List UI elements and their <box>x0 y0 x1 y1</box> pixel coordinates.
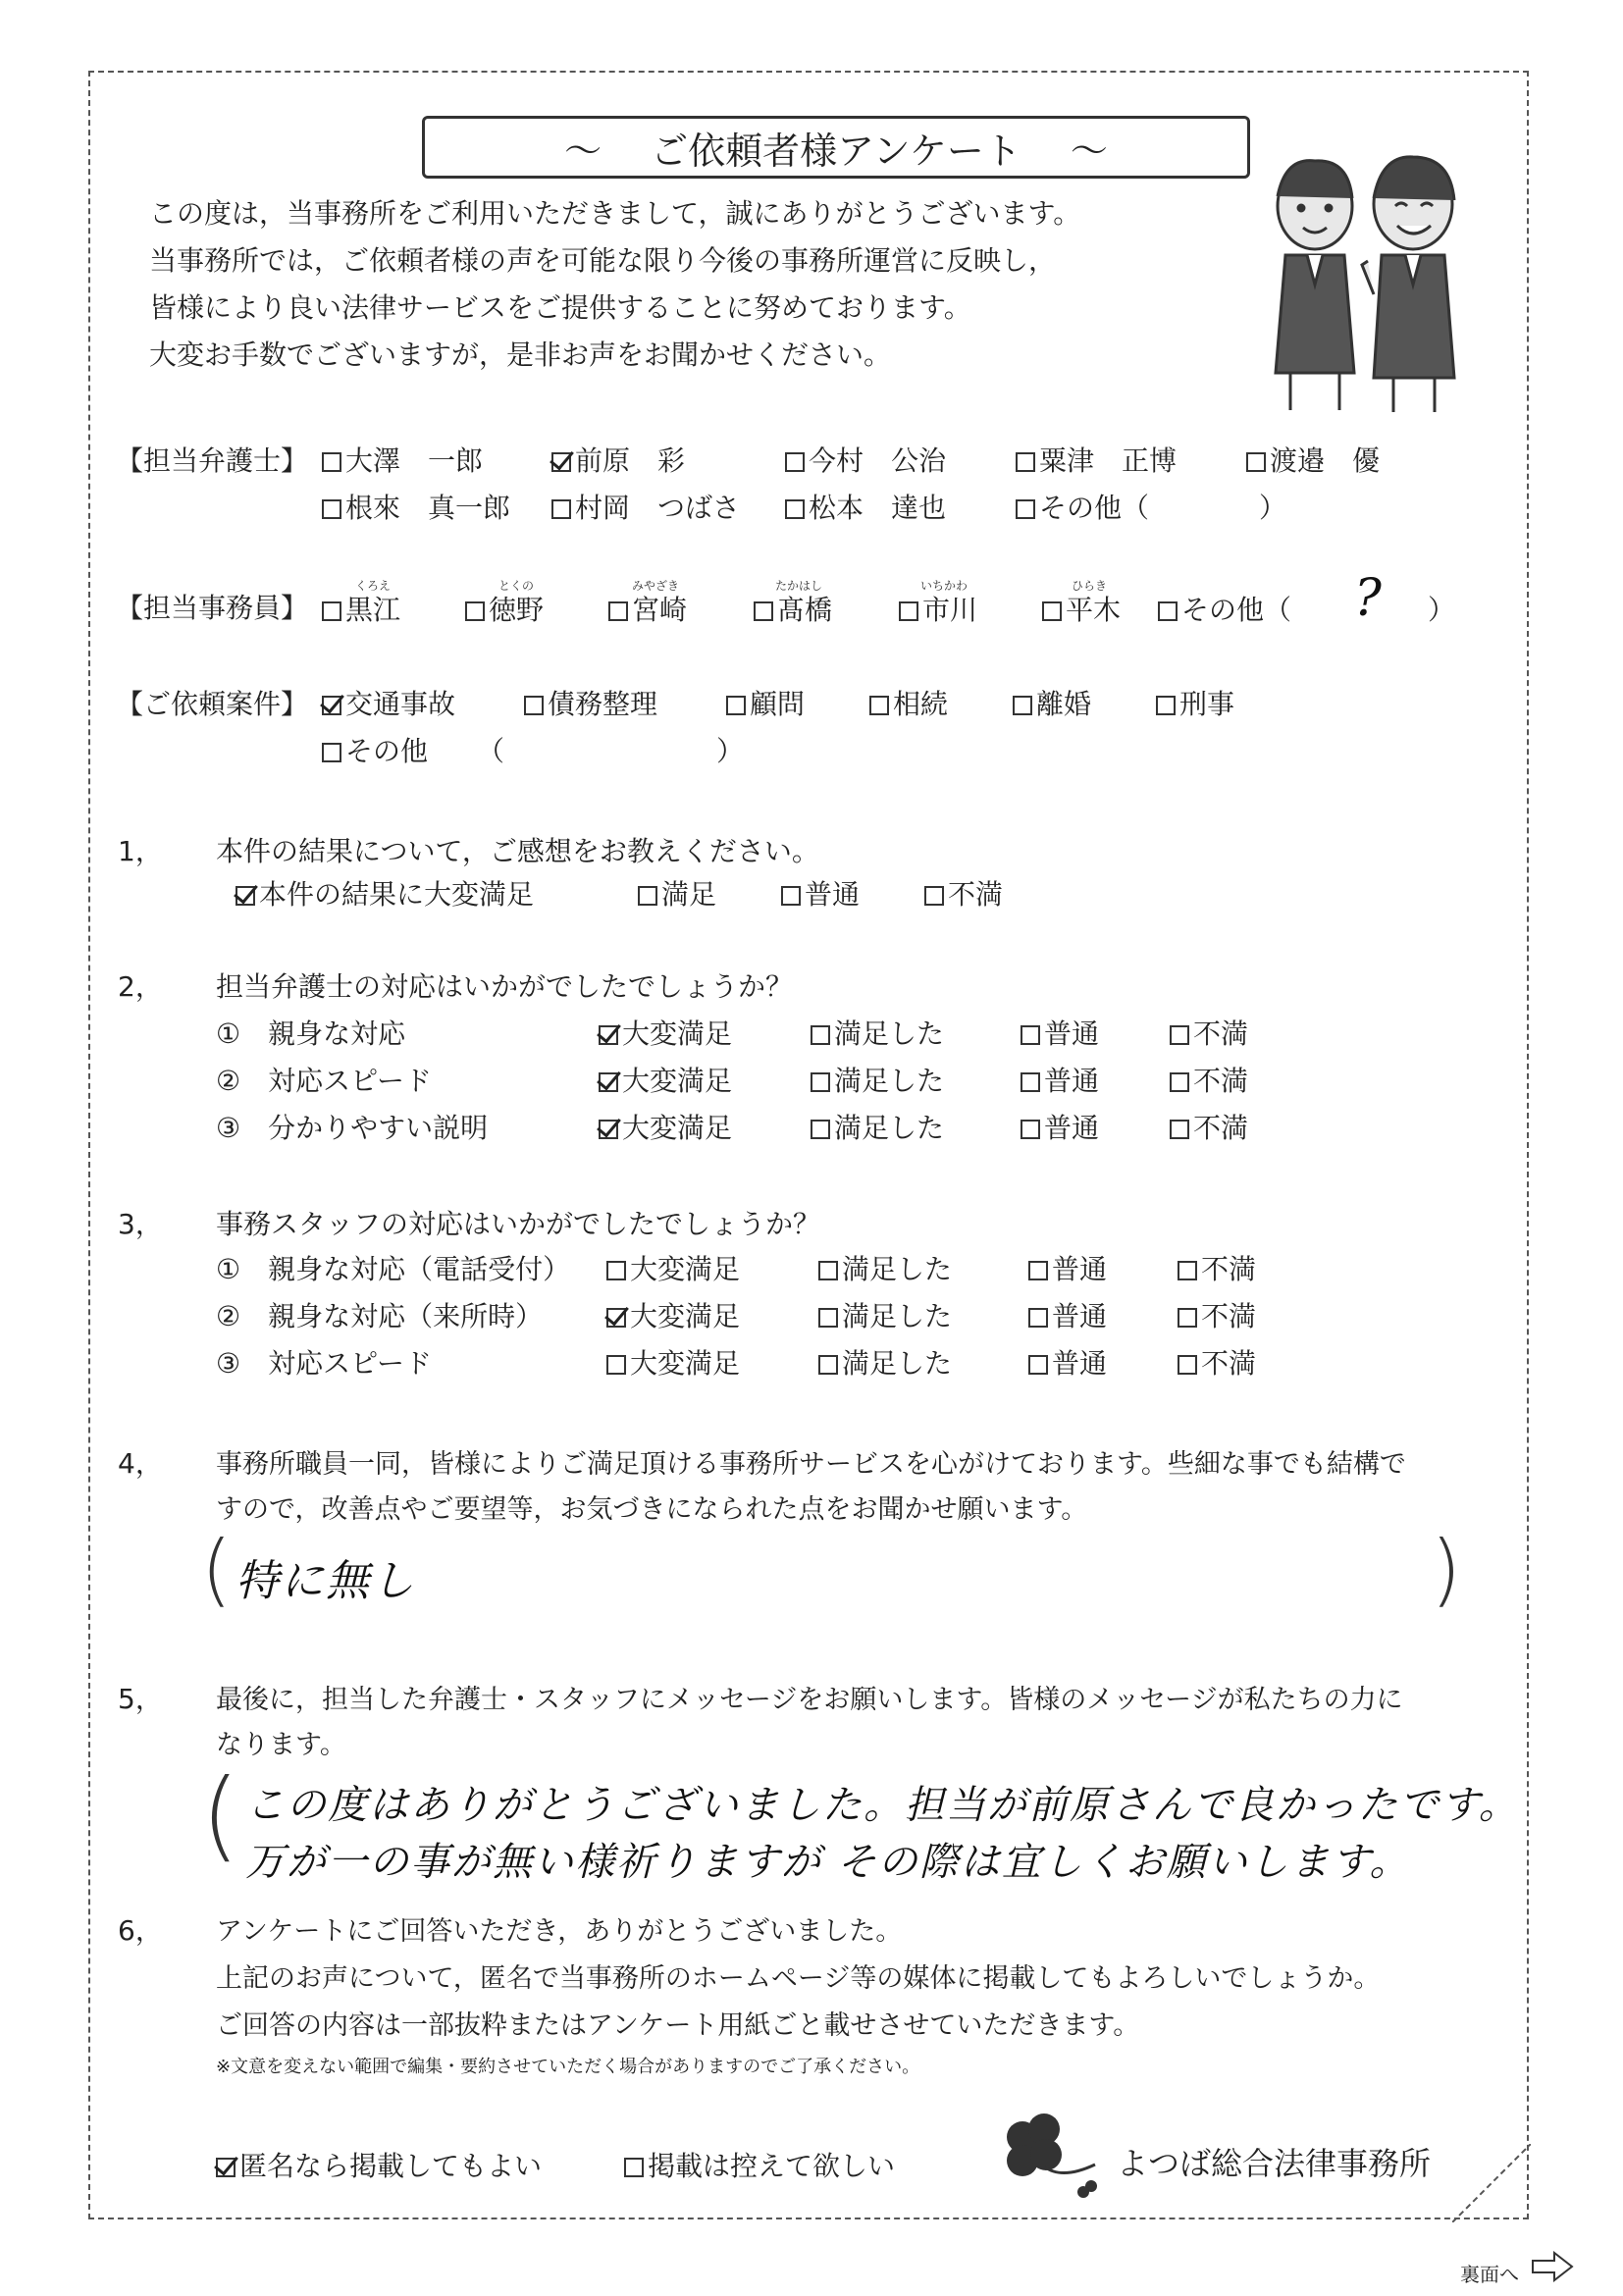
checkbox[interactable] <box>322 743 341 762</box>
checkbox[interactable] <box>322 452 341 472</box>
checkbox[interactable] <box>818 1308 838 1328</box>
checkbox[interactable] <box>1178 1308 1197 1328</box>
staff-other-handwritten: ? <box>1354 569 1384 628</box>
lawyer-label: 【担当弁護士】 <box>116 444 309 477</box>
lawyer-option-5[interactable]: 渡邉 優 <box>1246 440 1380 479</box>
staff-option-4[interactable]: 髙橋 <box>754 589 832 628</box>
q6-number: 6， <box>118 1914 163 1947</box>
checkbox[interactable] <box>726 696 746 715</box>
lawyer-option-8[interactable]: 松本 達也 <box>785 487 946 526</box>
q2-r1-opt-2[interactable]: 満足した <box>811 1013 944 1052</box>
intro-line-3: 皆様により良い法律サービスをご提供することに努めております。 <box>149 291 971 324</box>
arrow-right-icon[interactable] <box>1531 2251 1574 2282</box>
title-tilde-left: ～ <box>564 129 602 173</box>
checkbox[interactable] <box>624 2158 644 2177</box>
checkbox[interactable] <box>1016 452 1035 472</box>
staff-option-5[interactable]: 市川 <box>899 589 977 628</box>
q3-number: 3， <box>118 1208 163 1240</box>
case-option-2[interactable]: 債務整理 <box>524 683 657 722</box>
q3-question: 事務スタッフの対応はいかがでしたでしょうか？ <box>216 1208 821 1240</box>
checkbox[interactable] <box>1158 601 1178 621</box>
staff-ruby-2: とくの <box>498 579 535 593</box>
lawyer-option-other[interactable]: その他（ ） <box>1016 487 1286 526</box>
checkbox[interactable] <box>1246 452 1266 472</box>
checkbox[interactable] <box>869 696 889 715</box>
q2-r2-opt-2[interactable]: 満足した <box>811 1060 944 1099</box>
q6-note: ※文意を変えない範囲で編集・要約させていただく場合がありますのでご了承ください。 <box>216 2057 920 2077</box>
q1-option-1[interactable]: 本件の結果に大変満足 <box>236 873 534 913</box>
staff-option-6[interactable]: 平木 <box>1042 589 1121 628</box>
checkbox[interactable] <box>1028 1308 1048 1328</box>
q4-line-2: すので，改善点やご要望等，お気づきになられた点をお聞かせ願います。 <box>216 1494 1088 1525</box>
lawyer-option-7[interactable]: 村岡 つばさ <box>551 487 740 526</box>
q1-option-3[interactable]: 普通 <box>781 873 860 913</box>
q2-r2-opt-1[interactable]: 大変満足 <box>599 1060 732 1099</box>
q4-number: 4， <box>118 1447 163 1480</box>
checkbox[interactable] <box>1021 1072 1040 1092</box>
checkbox[interactable] <box>811 1120 830 1139</box>
case-option-5[interactable]: 離婚 <box>1013 683 1091 722</box>
q3-row-1-label: ① 親身な対応（電話受付） <box>216 1253 571 1285</box>
lawyer-option-1[interactable]: 大澤 一郎 <box>322 440 483 479</box>
q1-question: 本件の結果について，ご感想をお教えください。 <box>216 835 819 867</box>
q2-r2-opt-4[interactable]: 不満 <box>1170 1060 1248 1099</box>
checkbox[interactable] <box>818 1261 838 1280</box>
checkbox[interactable] <box>1170 1120 1189 1139</box>
q2-question: 担当弁護士の対応はいかがでしたでしょうか？ <box>216 970 794 1003</box>
checkbox-checked[interactable] <box>322 696 341 715</box>
checkbox[interactable] <box>781 886 801 906</box>
q6-line-2: 上記のお声について，匿名で当事務所のホームページ等の媒体に掲載してもよろしいでしょうか。 <box>216 1963 1381 1994</box>
checkbox[interactable] <box>1170 1072 1189 1092</box>
case-option-6[interactable]: 刑事 <box>1156 683 1234 722</box>
case-other-open: （ <box>477 735 505 767</box>
checkbox[interactable] <box>924 886 944 906</box>
staff-ruby-3: みやざき <box>632 579 680 593</box>
q3-r3-opt-3[interactable]: 普通 <box>1028 1342 1107 1382</box>
q5-answer-line-1[interactable]: この度はありがとうございました。担当が前原さんで良かったです。 <box>245 1783 1520 1828</box>
q2-r3-opt-2[interactable]: 満足した <box>811 1107 944 1146</box>
q4-bracket-left: ( <box>201 1524 233 1615</box>
checkbox[interactable] <box>524 696 544 715</box>
lawyer-option-2[interactable]: 前原 彩 <box>551 440 685 479</box>
q2-r1-opt-4[interactable]: 不満 <box>1170 1013 1248 1052</box>
checkbox[interactable] <box>551 499 571 519</box>
checkbox-checked[interactable] <box>551 452 571 472</box>
checkbox[interactable] <box>899 601 918 621</box>
checkbox[interactable] <box>608 601 628 621</box>
q3-r3-opt-1[interactable]: 大変満足 <box>606 1342 740 1382</box>
staff-ruby-1: くろえ <box>355 579 392 593</box>
q2-r1-opt-3[interactable]: 普通 <box>1021 1013 1099 1052</box>
case-label: 【ご依頼案件】 <box>116 688 309 720</box>
checkbox-checked[interactable] <box>236 886 255 906</box>
staff-ruby-6: ひらき <box>1072 579 1108 593</box>
page-fold-corner <box>1452 2144 1531 2222</box>
checkbox-checked[interactable] <box>606 1308 626 1328</box>
q4-bracket-right: ) <box>1431 1524 1462 1615</box>
staff-label: 【担当事務員】 <box>116 592 309 624</box>
case-option-3[interactable]: 顧問 <box>726 683 805 722</box>
case-option-other[interactable]: その他 <box>322 730 428 769</box>
q3-r1-opt-1[interactable]: 大変満足 <box>606 1248 740 1287</box>
checkbox[interactable] <box>322 499 341 519</box>
q3-r2-opt-4[interactable]: 不満 <box>1178 1295 1256 1334</box>
q3-r3-opt-2[interactable]: 満足した <box>818 1342 952 1382</box>
q5-line-1: 最後に，担当した弁護士・スタッフにメッセージをお願いします。皆様のメッセージが私たちの力に <box>216 1685 1403 1715</box>
title-text: ご依頼者様アンケート <box>651 129 1021 173</box>
q3-r1-opt-3[interactable]: 普通 <box>1028 1248 1107 1287</box>
q3-r1-opt-2[interactable]: 満足した <box>818 1248 952 1287</box>
checkbox[interactable] <box>811 1025 830 1045</box>
checkbox[interactable] <box>1013 696 1032 715</box>
q1-number: 1， <box>118 835 163 867</box>
staff-option-other[interactable]: その他（ <box>1158 589 1291 628</box>
checkbox-checked[interactable] <box>599 1072 618 1092</box>
checkbox[interactable] <box>1042 601 1062 621</box>
case-option-4[interactable]: 相続 <box>869 683 948 722</box>
staff-option-1[interactable]: 黒江 <box>322 589 400 628</box>
intro-line-1: この度は，当事務所をご利用いただきまして，誠にありがとうございます。 <box>149 197 1081 230</box>
staff-ruby-5: いちかわ <box>920 579 969 593</box>
checkbox[interactable] <box>1028 1261 1048 1280</box>
q2-row-1-label: ① 親身な対応 <box>216 1018 406 1050</box>
q2-r2-opt-3[interactable]: 普通 <box>1021 1060 1099 1099</box>
staff-ruby-4: たかはし <box>775 579 823 593</box>
q1-option-4[interactable]: 不満 <box>924 873 1003 913</box>
survey-title <box>422 116 1250 179</box>
firm-name: よつば総合法律事務所 <box>1117 2145 1432 2182</box>
q1-option-2[interactable]: 満足 <box>638 873 716 913</box>
checkbox-checked[interactable] <box>599 1120 618 1139</box>
q2-r1-opt-1[interactable]: 大変満足 <box>599 1013 732 1052</box>
intro-line-2: 当事務所では，ご依頼者様の声を可能な限り今後の事務所運営に反映し， <box>149 244 1057 277</box>
lawyer-option-3[interactable]: 今村 公治 <box>785 440 946 479</box>
checkbox[interactable] <box>785 452 805 472</box>
q2-r3-opt-3[interactable]: 普通 <box>1021 1107 1099 1146</box>
q3-r3-opt-4[interactable]: 不満 <box>1178 1342 1256 1382</box>
lawyer-option-4[interactable]: 粟津 正博 <box>1016 440 1177 479</box>
q6-option-2[interactable]: 掲載は控えて欲しい <box>624 2145 895 2184</box>
q4-line-1: 事務所職員一同，皆様によりご満足頂ける事務所サービスを心がけております。些細な事でも結構で <box>216 1449 1406 1480</box>
q6-line-3: ご回答の内容は一部抜粋またはアンケート用紙ごと載せさせていただきます。 <box>216 2010 1140 2041</box>
q3-row-3-label: ③ 対応スピード <box>216 1347 432 1380</box>
checkbox[interactable] <box>1021 1025 1040 1045</box>
q4-answer[interactable]: 特に無し <box>236 1556 416 1606</box>
checkbox[interactable] <box>1170 1025 1189 1045</box>
checkbox[interactable] <box>1178 1261 1197 1280</box>
checkbox-checked[interactable] <box>216 2158 236 2177</box>
checkbox[interactable] <box>1021 1120 1040 1139</box>
staff-mascot-illustration <box>1246 147 1492 422</box>
q2-r3-opt-4[interactable]: 不満 <box>1170 1107 1248 1146</box>
q2-r3-opt-1[interactable]: 大変満足 <box>599 1107 732 1146</box>
checkbox[interactable] <box>1178 1355 1197 1375</box>
checkbox[interactable] <box>606 1355 626 1375</box>
staff-other-close: ） <box>1428 594 1456 626</box>
q2-row-2-label: ② 対応スピード <box>216 1065 432 1097</box>
q6-option-1[interactable]: 匿名なら掲載してもよい <box>216 2145 542 2184</box>
q5-answer-line-2[interactable]: 万が一の事が無い様祈りますが その際は宜しくお願いします。 <box>245 1840 1411 1885</box>
checkbox[interactable] <box>1016 499 1035 519</box>
q3-r2-opt-2[interactable]: 満足した <box>818 1295 952 1334</box>
lawyer-option-6[interactable]: 根來 真一郎 <box>322 487 510 526</box>
checkbox[interactable] <box>754 601 773 621</box>
q3-r1-opt-4[interactable]: 不満 <box>1178 1248 1256 1287</box>
q5-line-2: なります。 <box>216 1730 346 1760</box>
case-other-close: ） <box>716 735 745 767</box>
title-tilde-right: ～ <box>1070 129 1108 173</box>
intro-line-4: 大変お手数でございますが，是非お声をお聞かせください。 <box>149 339 892 371</box>
checkbox[interactable] <box>606 1261 626 1280</box>
checkbox[interactable] <box>322 601 341 621</box>
staff-option-2[interactable]: 徳野 <box>465 589 544 628</box>
q2-row-3-label: ③ 分かりやすい説明 <box>216 1112 489 1144</box>
q5-bracket-left: ( <box>201 1757 240 1872</box>
back-page-label[interactable]: 裏面へ <box>1460 2263 1519 2286</box>
checkbox[interactable] <box>465 601 485 621</box>
checkbox[interactable] <box>1028 1355 1048 1375</box>
checkbox-checked[interactable] <box>599 1025 618 1045</box>
q6-line-1: アンケートにご回答いただき，ありがとうございました。 <box>216 1916 903 1947</box>
checkbox[interactable] <box>818 1355 838 1375</box>
staff-option-3[interactable]: 宮崎 <box>608 589 687 628</box>
q3-r2-opt-1[interactable]: 大変満足 <box>606 1295 740 1334</box>
clover-logo-icon <box>993 2110 1101 2198</box>
q3-r2-opt-3[interactable]: 普通 <box>1028 1295 1107 1334</box>
checkbox[interactable] <box>638 886 657 906</box>
case-option-1[interactable]: 交通事故 <box>322 683 455 722</box>
checkbox[interactable] <box>811 1072 830 1092</box>
q5-number: 5， <box>118 1683 163 1715</box>
q3-row-2-label: ② 親身な対応（来所時） <box>216 1300 544 1332</box>
checkbox[interactable] <box>785 499 805 519</box>
checkbox[interactable] <box>1156 696 1176 715</box>
q2-number: 2， <box>118 970 163 1003</box>
